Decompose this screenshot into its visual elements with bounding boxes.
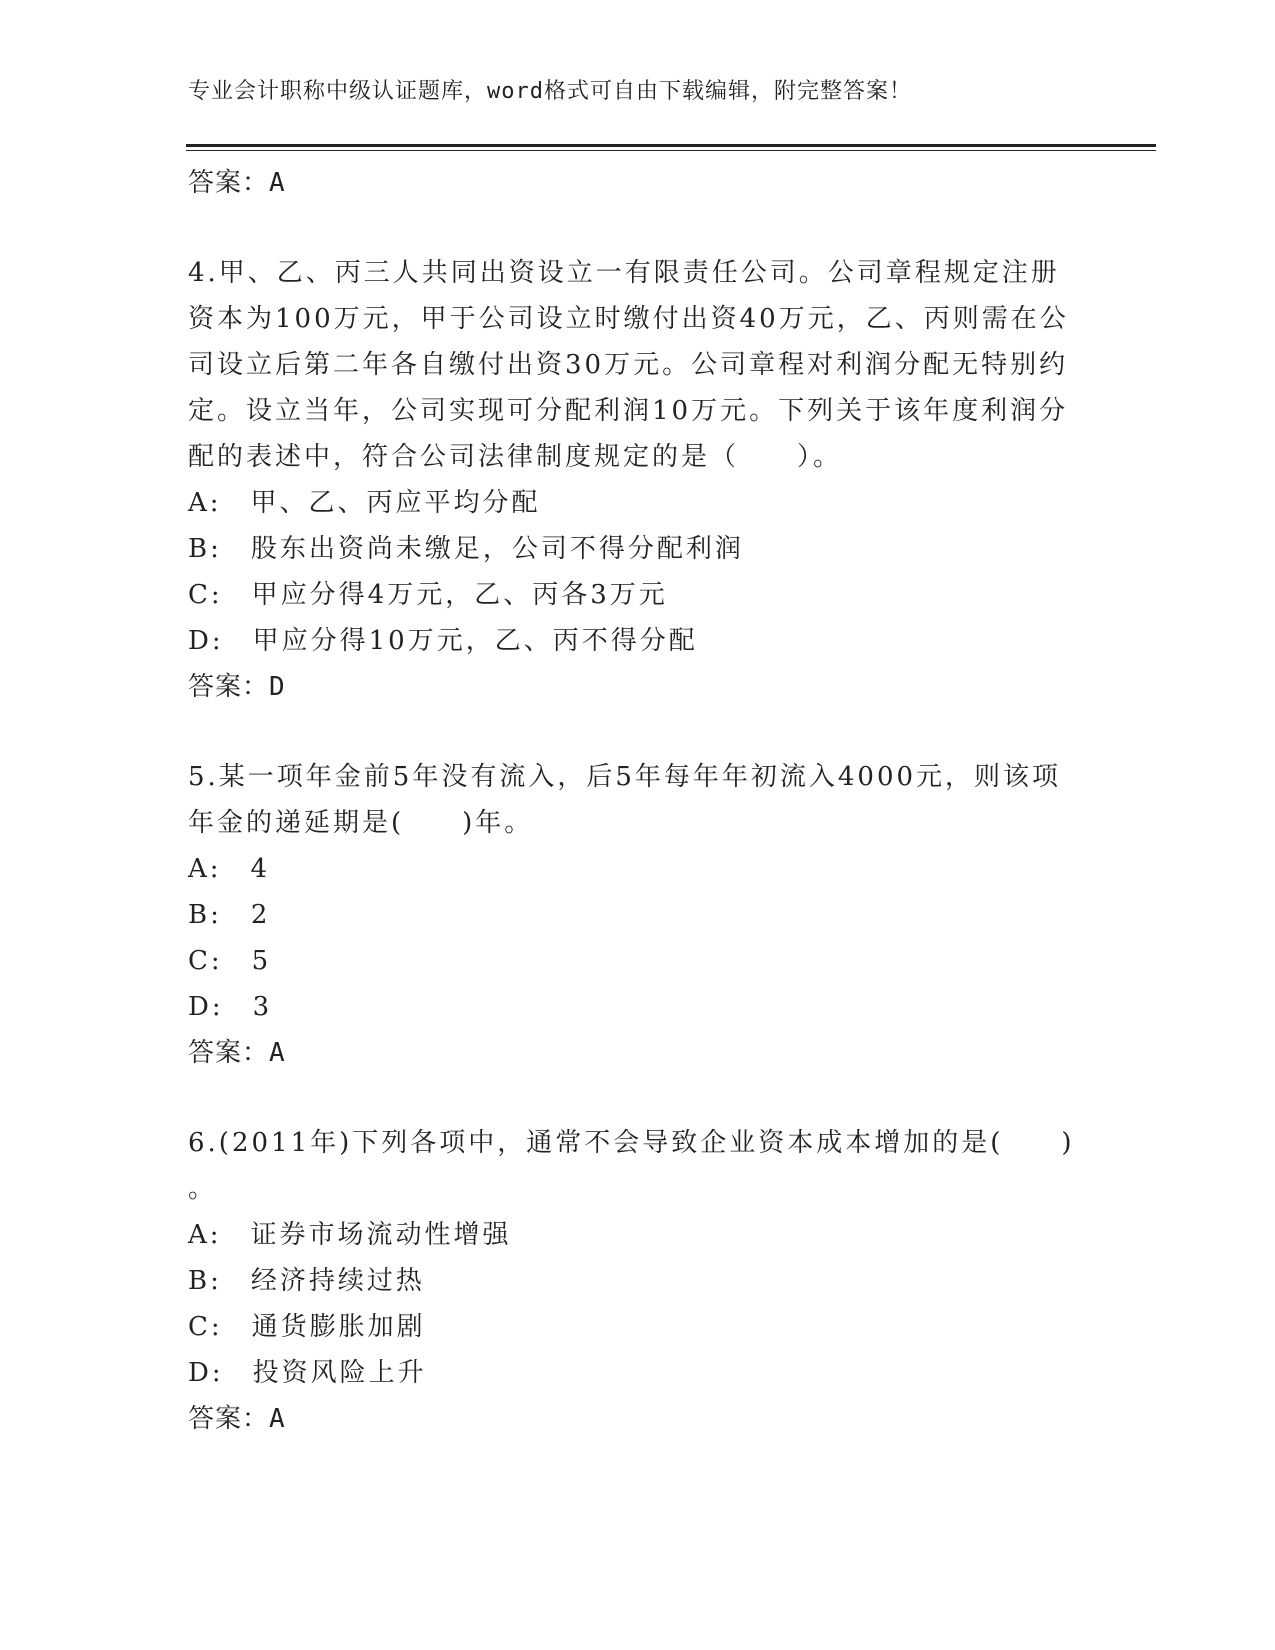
option-d: D: 投资风险上升 [188, 1358, 427, 1388]
answer-line: 答案：A [188, 168, 286, 198]
option-c: C: 甲应分得4万元，乙、丙各3万元 [188, 580, 668, 610]
question-text-line: 。 [188, 1174, 218, 1204]
option-d: D: 甲应分得10万元，乙、丙不得分配 [188, 626, 698, 656]
option-a: A: 甲、乙、丙应平均分配 [188, 488, 541, 518]
spacer [188, 206, 1088, 250]
option-a: A: 4 [188, 854, 271, 884]
header-rule [186, 144, 1156, 147]
question-text-line: 资本为100万元，甲于公司设立时缴付出资40万元，乙、丙则需在公 [188, 304, 1069, 334]
option-c: C: 通货膨胀加剧 [188, 1312, 426, 1342]
answer-line: 答案：D [188, 672, 286, 702]
option-a: A: 证券市场流动性增强 [188, 1220, 512, 1250]
option-d: D: 3 [188, 992, 273, 1022]
page-header: 专业会计职称中级认证题库，word格式可自由下载编辑，附完整答案！ [188, 79, 912, 104]
question-text-line: 配的表述中，符合公司法律制度规定的是（ ）。 [188, 442, 843, 472]
question-stem [188, 754, 1068, 846]
answer-line: 答案：A [188, 1038, 286, 1068]
option-b: B: 2 [188, 900, 271, 930]
question-stem [188, 250, 1068, 480]
question-list [188, 160, 1088, 1442]
question-text-line: 定。设立当年，公司实现可分配利润10万元。下列关于该年度利润分 [188, 396, 1069, 426]
question-text-line: 4.甲、乙、丙三人共同出资设立一有限责任公司。公司章程规定注册 [188, 258, 1060, 288]
question-text-line: 年金的递延期是( )年。 [188, 808, 534, 838]
question-text-line: 司设立后第二年各自缴付出资30万元。公司章程对利润分配无特别约 [188, 350, 1069, 380]
spacer [188, 1076, 1088, 1120]
option-b: B: 股东出资尚未缴足，公司不得分配利润 [188, 534, 744, 564]
answer-line: 答案：A [188, 1404, 286, 1434]
spacer [188, 710, 1088, 754]
header-rule-thin [186, 150, 1156, 151]
question-text-line: 6.(2011年)下列各项中，通常不会导致企业资本成本增加的是( ) [188, 1128, 1075, 1158]
question-text-line: 5.某一项年金前5年没有流入，后5年每年年初流入4000元，则该项 [188, 762, 1062, 792]
question-stem [188, 1120, 1075, 1212]
option-c: C: 5 [188, 946, 272, 976]
option-b: B: 经济持续过热 [188, 1266, 425, 1296]
